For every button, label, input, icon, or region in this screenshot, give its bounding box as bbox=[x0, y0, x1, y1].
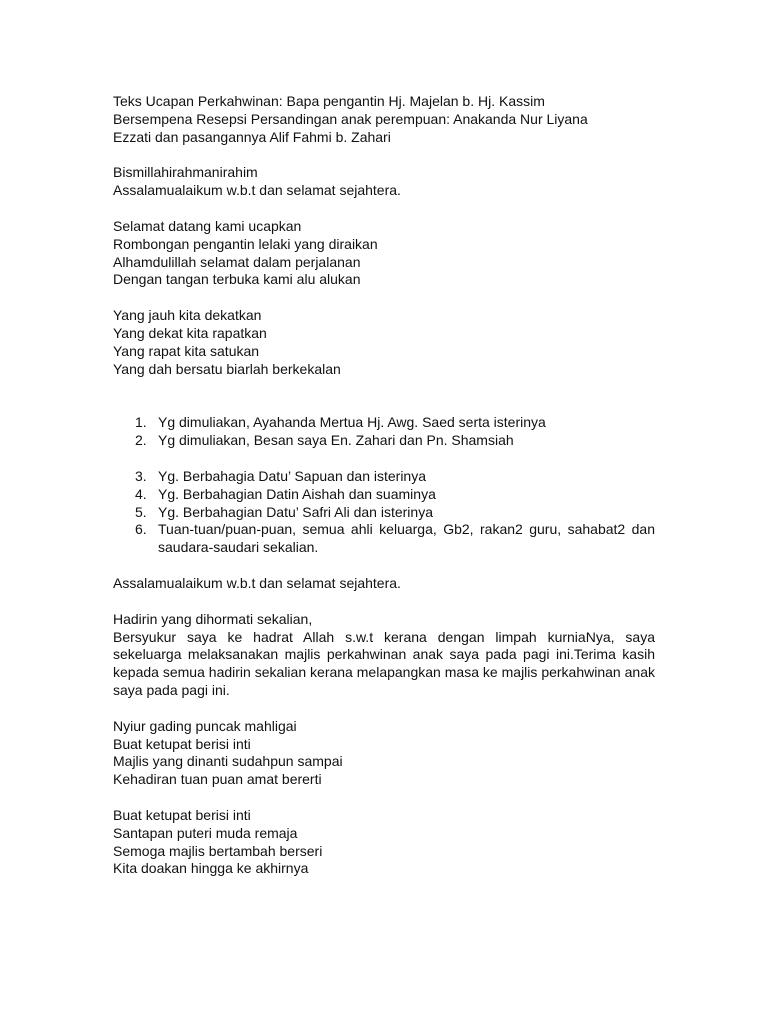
list-item-text: Tuan-tuan/puan-puan, semua ahli keluarga, Gb2, rakan2 guru, sahabat2 dan saudara-saudari sekalian. bbox=[158, 521, 655, 556]
poem-line: Yang dekat kita rapatkan bbox=[113, 324, 267, 341]
opening-block bbox=[113, 164, 655, 200]
list-item-number: 1. bbox=[135, 414, 147, 431]
bismillah-line: Bismillahirahmanirahim bbox=[113, 164, 258, 181]
poem-line: Alhamdulillah selamat dalam perjalanan bbox=[113, 253, 361, 270]
list-item-number: 2. bbox=[135, 432, 147, 449]
salam-line: Assalamualaikum w.b.t dan selamat sejahtera. bbox=[113, 182, 401, 199]
poem-stanza-4 bbox=[113, 807, 655, 878]
list-item-text: Yg. Berbahagia Datu’ Sapuan dan isterinya bbox=[158, 467, 426, 484]
speech-paragraph: Bersyukur saya ke hadrat Allah s.w.t kerana dengan limpah kurniaNya, saya sekeluarga melaksanakan majlis perkahwinan anak saya pada pagi ini.Terima kasih kepada semua hadirin sekalian kerana melapangkan masa ke majlis perkahwinan anak saya pada pagi ini. bbox=[113, 628, 655, 698]
poem-stanza-3 bbox=[113, 718, 655, 789]
poem-line: Rombongan pengantin lelaki yang diraikan bbox=[113, 235, 378, 252]
speech-block bbox=[113, 611, 655, 700]
poem-line: Semoga majlis bertambah berseri bbox=[113, 842, 323, 859]
list-item-text: Yg dimuliakan, Ayahanda Mertua Hj. Awg. Saed serta isterinya bbox=[158, 414, 546, 431]
honoured-guests-list-a bbox=[113, 414, 655, 450]
list-item-text: Yg dimuliakan, Besan saya En. Zahari dan Pn. Shamsiah bbox=[158, 432, 514, 449]
list-item-number: 6. bbox=[135, 521, 147, 538]
list-item bbox=[113, 432, 655, 450]
title-line: Bersempena Resepsi Persandingan anak perempuan: Anakanda Nur Liyana bbox=[113, 110, 588, 127]
poem-line: Buat ketupat berisi inti bbox=[113, 806, 251, 823]
list-item-number: 3. bbox=[135, 467, 147, 484]
list-item bbox=[113, 414, 655, 432]
poem-line: Nyiur gading puncak mahligai bbox=[113, 717, 297, 734]
poem-stanza-1 bbox=[113, 218, 655, 289]
title-line: Teks Ucapan Perkahwinan: Bapa pengantin Hj. Majelan b. Hj. Kassim bbox=[113, 93, 545, 109]
list-item-number: 4. bbox=[135, 485, 147, 502]
poem-line: Yang jauh kita dekatkan bbox=[113, 307, 262, 324]
poem-line: Dengan tangan terbuka kami alu alukan bbox=[113, 271, 361, 288]
poem-line: Kita doakan hingga ke akhirnya bbox=[113, 860, 309, 877]
list-item-number: 5. bbox=[135, 503, 147, 520]
poem-line: Majlis yang dinanti sudahpun sampai bbox=[113, 753, 343, 770]
title-line: Ezzati dan pasangannya Alif Fahmi b. Zahari bbox=[113, 128, 391, 145]
list-item-text: Yg. Berbahagian Datin Aishah dan suaminya bbox=[158, 485, 436, 502]
list-item bbox=[113, 521, 655, 557]
salutation-line: Hadirin yang dihormati sekalian, bbox=[113, 610, 313, 627]
poem-line: Santapan puteri muda remaja bbox=[113, 824, 298, 841]
poem-line: Yang dah bersatu biarlah berkekalan bbox=[113, 360, 341, 377]
poem-line: Buat ketupat berisi inti bbox=[113, 735, 251, 752]
list-item-text: Yg. Berbahagian Datu’ Safri Ali dan isterinya bbox=[158, 503, 433, 520]
list-item bbox=[113, 486, 655, 504]
document-title-block bbox=[113, 93, 655, 146]
honoured-guests-list-b bbox=[113, 468, 655, 557]
list-item bbox=[113, 468, 655, 486]
poem-line: Yang rapat kita satukan bbox=[113, 342, 260, 359]
document-page bbox=[113, 93, 655, 878]
poem-line: Selamat datang kami ucapkan bbox=[113, 217, 302, 234]
poem-line: Kehadiran tuan puan amat bererti bbox=[113, 771, 322, 788]
list-item bbox=[113, 504, 655, 522]
salam-line-2: Assalamualaikum w.b.t dan selamat sejahtera. bbox=[113, 574, 401, 591]
poem-stanza-2 bbox=[113, 307, 655, 378]
